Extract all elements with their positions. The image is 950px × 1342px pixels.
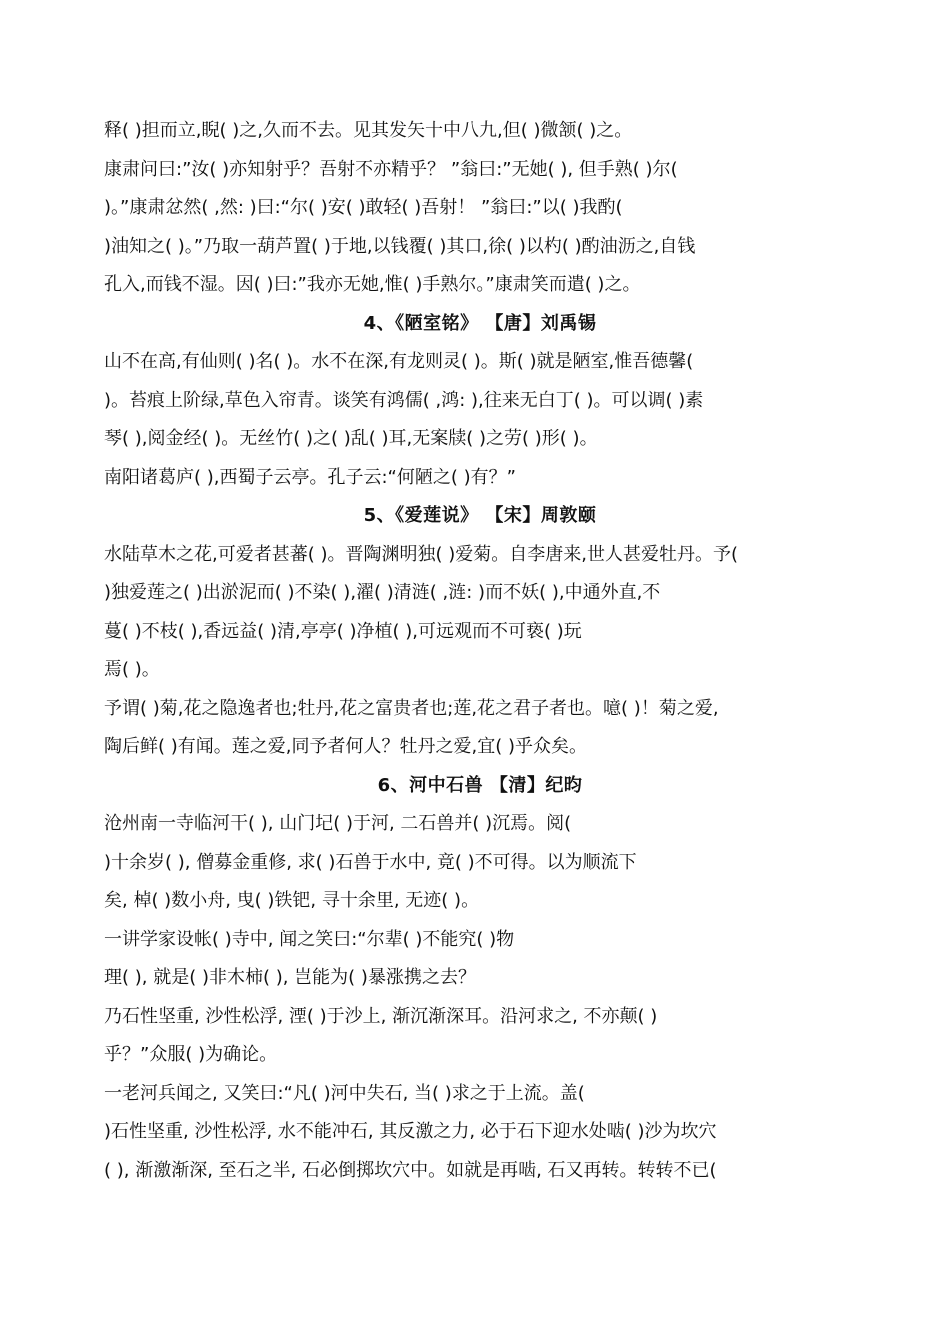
text-line: 琴( ),阅金经( )。无丝竹( )之( )乱( )耳,无案牍( )之劳( )形( )。 — [104, 428, 598, 449]
text-line: 蔓( )不枝( ),香远益( )清,亭亭( )净植( ),可远观而不可亵( )玩 — [104, 620, 582, 642]
text-line: 水陆草木之花,可爱者甚蕃( )。晋陶渊明独( )爱菊。自李唐来,世人甚爱牡丹。予( — [104, 543, 738, 565]
text-line: 康肃问曰:”汝( )亦知射乎？吾射不亦精乎？ ”翁曰:”无她( ), 但手熟( )尔( — [104, 158, 678, 180]
text-line: )十余岁( ), 僧募金重修, 求( )石兽于水中, 竟( )不可得。以为顺流下 — [104, 851, 637, 873]
section-heading: 6、河中石兽 【清】纪昀 — [377, 774, 583, 796]
text-line: 乎？”众服( )为确论。 — [104, 1044, 278, 1065]
section-heading: 5、《爱莲说》 【宋】周敦颐 — [363, 505, 597, 526]
text-line: 孔入,而钱不湿。因( )曰:”我亦无她,惟( )手熟尔。”康肃笑而遣( )之。 — [104, 274, 641, 295]
text-line: 矣, 棹( )数小舟, 曳( )铁钯, 寻十余里, 无迹( )。 — [104, 890, 480, 911]
text-line: 南阳诸葛庐( ),西蜀子云亭。孔子云:“何陋之( )有？” — [104, 466, 516, 488]
text-line: 焉( )。 — [104, 659, 160, 680]
text-line: )油知之( )。”乃取一葫芦置( )于地,以钱覆( )其口,徐( )以杓( )酌油沥之,自钱 — [104, 235, 696, 257]
text-line: ( ), 渐激渐深, 至石之半, 石必倒掷坎穴中。如就是再啮, 石又再转。转转不已( — [104, 1159, 717, 1181]
section-lou-shi-ming — [104, 305, 856, 498]
text-line: 释( )担而立,睨( )之,久而不去。见其发矢十中八九,但( )微颔( )之。 — [104, 120, 633, 141]
text-line: )石性坚重, 沙性松浮, 水不能冲石, 其反激之力, 必于石下迎水处啮( )沙为坎穴 — [104, 1121, 717, 1142]
text-line: 陶后鲜( )有闻。莲之爱,同予者何人？牡丹之爱,宜( )乎众矣。 — [104, 736, 587, 757]
section-ai-lian-shuo — [104, 497, 856, 767]
document-page — [104, 112, 856, 1190]
text-line: 理( ), 就是( )非木柿( ), 岂能为( )暴涨携之去？ — [104, 967, 476, 988]
text-line: )。苔痕上阶绿,草色入帘青。谈笑有鸿儒( ,鸿: ),往来无白丁( )。可以调( )素 — [104, 389, 704, 411]
text-line: 沧州南一寺临河干( ), 山门圮( )于河, 二石兽并( )沉焉。阅( — [104, 813, 572, 834]
text-line: )。”康肃忿然( ,然: )曰:“尔( )安( )敢轻( )吾射！ ”翁曰:”以( )我酌( — [104, 197, 623, 218]
text-line: 予谓( )菊,花之隐逸者也;牡丹,花之富贵者也;莲,花之君子者也。噫( )！菊之爱, — [104, 697, 719, 719]
text-line: 一讲学家设帐( )寺中, 闻之笑曰:“尔辈( )不能究( )物 — [104, 928, 515, 950]
text-line: 乃石性坚重, 沙性松浮, 湮( )于沙上, 渐沉渐深耳。沿河求之, 不亦颠( ) — [104, 1005, 658, 1027]
text-line: )独爱莲之( )出淤泥而( )不染( ),濯( )清涟( ,涟: )而不妖( ),中通外直,不 — [104, 582, 661, 603]
section-heading: 4、《陋室铭》 【唐】刘禹锡 — [363, 312, 597, 334]
section-he-zhong-shi-shou — [104, 767, 856, 1191]
text-line: 一老河兵闻之, 又笑曰:“凡( )河中失石, 当( )求之于上流。盖( — [104, 1082, 585, 1104]
text-line: 山不在高,有仙则( )名( )。水不在深,有龙则灵( )。斯( )就是陋室,惟吾德馨( — [104, 351, 694, 372]
section-maiyouweng-tail — [104, 112, 856, 305]
